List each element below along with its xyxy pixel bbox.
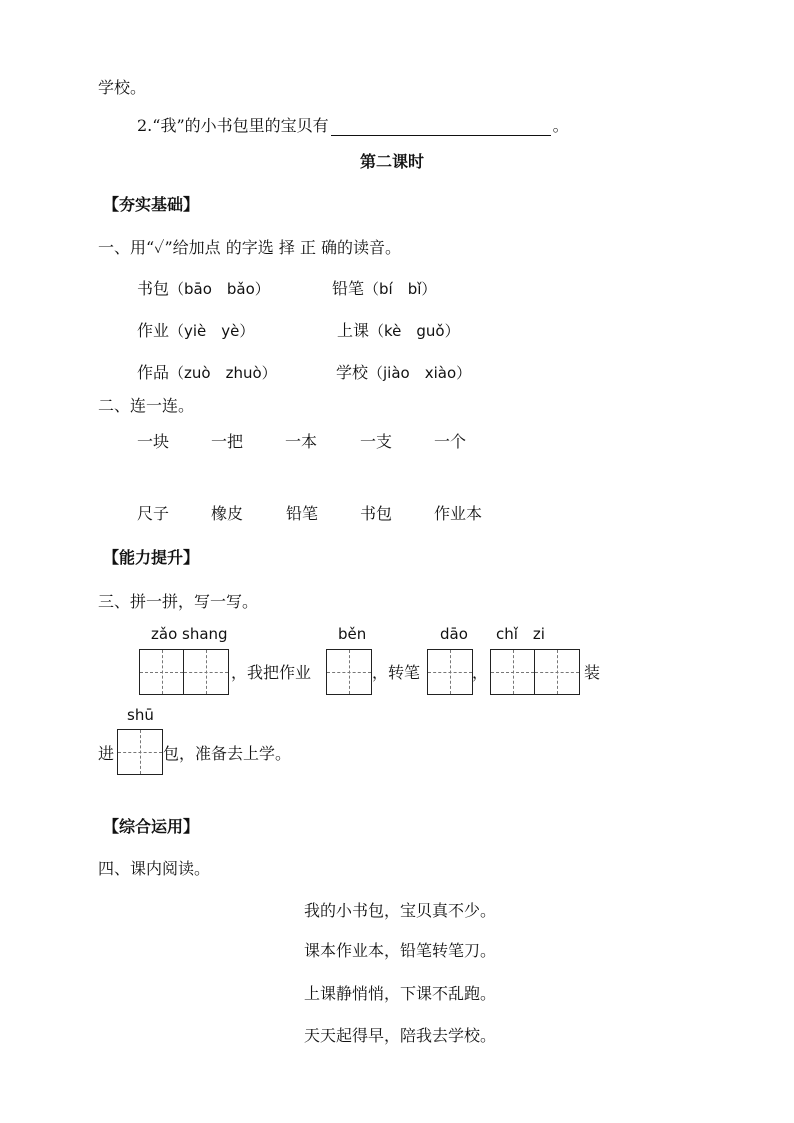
sentence-part: 包，准备去上学。: [163, 744, 292, 763]
poem-line: 我的小书包，宝贝真不少。: [304, 901, 497, 920]
grid-cell[interactable]: [140, 650, 184, 694]
grid-cell[interactable]: [327, 650, 371, 694]
pinyin-item: [337, 321, 460, 341]
sentence-part: 装: [584, 663, 601, 682]
writing-grid-dao[interactable]: [427, 649, 473, 695]
item-options[interactable]: （bí bǐ）: [364, 280, 437, 298]
pinyin-item: [137, 363, 277, 383]
sentence-part: ，: [472, 663, 489, 682]
noun-word[interactable]: 尺子: [137, 504, 170, 523]
question-2-end: 。: [552, 116, 569, 135]
question-2: [137, 116, 569, 136]
writing-grid-chizi[interactable]: [490, 649, 580, 695]
measure-word[interactable]: 一把: [211, 432, 244, 451]
item-word: 上课: [337, 321, 370, 340]
noun-word[interactable]: 作业本: [434, 504, 483, 523]
poem-line: 上课静悄悄，下课不乱跑。: [304, 984, 497, 1003]
writing-grid-zaoshang[interactable]: [139, 649, 229, 695]
section-heading-basics: 【夯实基础】: [103, 195, 200, 214]
q4-prompt: 四、课内阅读。: [98, 859, 211, 878]
noun-word[interactable]: 书包: [360, 504, 393, 523]
pinyin-label: běn: [338, 625, 367, 643]
section-heading-ability: 【能力提升】: [103, 548, 200, 567]
measure-word[interactable]: 一块: [137, 432, 170, 451]
item-word: 学校: [336, 363, 369, 382]
pinyin-label: zǎo shang: [151, 625, 228, 643]
pinyin-label: chǐ zi: [496, 625, 545, 643]
q1-prompt: 一、用“✓”给加点 的字选 择 正 确的读音。: [98, 238, 402, 257]
item-options[interactable]: （yiè yè）: [169, 322, 255, 340]
sentence-part: ，我把作业: [231, 663, 312, 682]
pinyin-label: shū: [127, 706, 154, 724]
section-heading-application: 【综合运用】: [103, 817, 200, 836]
pinyin-label: dāo: [440, 625, 468, 643]
grid-cell[interactable]: [184, 650, 228, 694]
measure-word[interactable]: 一个: [434, 432, 467, 451]
poem-line: 课本作业本，铅笔转笔刀。: [304, 941, 497, 960]
continued-text: 学校。: [98, 78, 147, 97]
item-word: 作品: [137, 363, 170, 382]
item-options[interactable]: （zuò zhuò）: [169, 364, 277, 382]
sentence-part: 进: [98, 744, 115, 763]
item-options[interactable]: （bāo bǎo）: [169, 280, 270, 298]
measure-word[interactable]: 一支: [360, 432, 393, 451]
writing-grid-ben[interactable]: [326, 649, 372, 695]
noun-word[interactable]: 橡皮: [211, 504, 244, 523]
item-options[interactable]: （jiào xiào）: [368, 364, 472, 382]
item-word: 铅笔: [332, 279, 365, 298]
grid-cell[interactable]: [428, 650, 472, 694]
page-title: 第二课时: [360, 152, 425, 171]
pinyin-item: [137, 279, 270, 299]
poem-line: 天天起得早，陪我去学校。: [304, 1026, 497, 1045]
noun-word[interactable]: 铅笔: [286, 504, 319, 523]
grid-cell[interactable]: [491, 650, 535, 694]
pinyin-item: [332, 279, 436, 299]
grid-cell[interactable]: [118, 730, 162, 774]
answer-blank[interactable]: [331, 119, 551, 136]
question-2-text: 2.“我”的小书包里的宝贝有: [137, 116, 329, 135]
grid-cell[interactable]: [535, 650, 579, 694]
item-options[interactable]: （kè guǒ）: [369, 322, 460, 340]
item-word: 作业: [137, 321, 170, 340]
pinyin-item: [137, 321, 254, 341]
q2-prompt: 二、连一连。: [98, 396, 195, 415]
q3-prompt: 三、拼一拼，写一写。: [98, 592, 259, 611]
writing-grid-shu[interactable]: [117, 729, 163, 775]
item-word: 书包: [137, 279, 170, 298]
pinyin-item: [336, 363, 471, 383]
measure-word[interactable]: 一本: [285, 432, 318, 451]
sentence-part: ，转笔: [372, 663, 421, 682]
